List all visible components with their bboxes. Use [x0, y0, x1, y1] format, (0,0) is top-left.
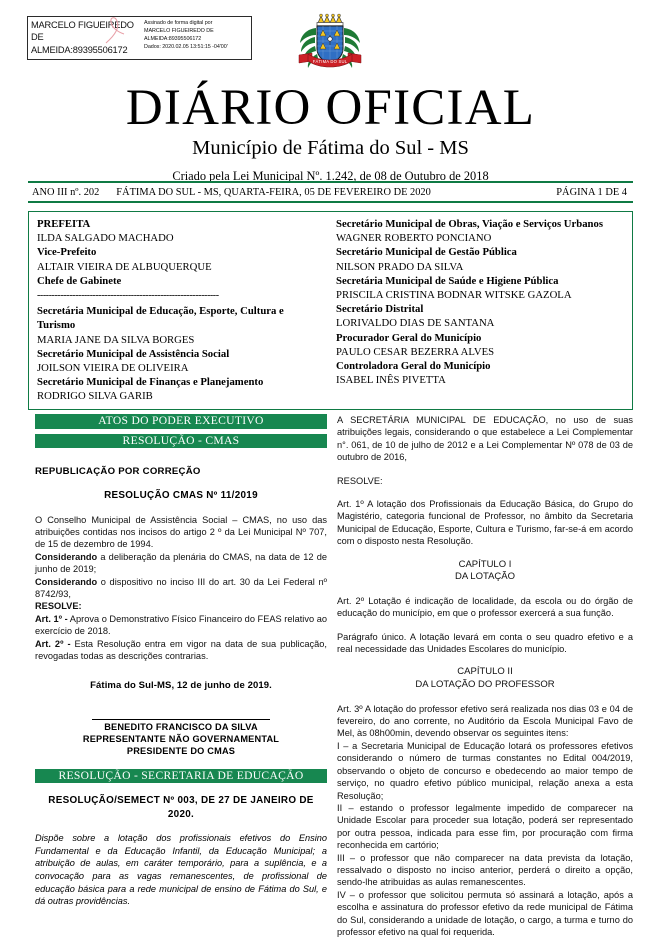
- officials-column-right: [327, 212, 632, 409]
- officials-separator: --------------------------------------------------------------: [37, 290, 219, 302]
- semec-intro: A SECRETÁRIA MUNICIPAL DE EDUCAÇÃO, no uso de suas atribuições legais, considerando o que estabelece a Lei Complementar n°. 061, de 10 de julho de 2012 e a Lei Complementar Nº 078 de 03 de outubro de 2016,: [337, 415, 633, 463]
- art-label: Art. 2º -: [35, 638, 71, 649]
- art-text: Aprova o Demonstrativo Físico Financeiro do FEAS relativo ao exercício de 2018.: [35, 613, 327, 637]
- edition-page-number: PÁGINA 1 DE 4: [556, 186, 627, 198]
- signature-subject: [28, 17, 140, 59]
- semec-resolution-title: RESOLUÇÃO/SEMECT Nº 003, DE 27 DE JANEIRO DE 2020.: [48, 795, 314, 820]
- official-role: Secretário Distrital: [336, 303, 424, 316]
- cmas-body: [35, 514, 327, 663]
- considerando-label: Considerando: [35, 576, 98, 587]
- official-name: PRISCILA CRISTINA BODNAR WITSKE GAZOLA: [336, 289, 572, 302]
- semec-item-4: IV – o professor que solicitou permuta só assinará a lotação, após a escolha e assinatura do professor efetivo da rede municipal de Fátima do Sul, considerando a unidade de lotação, o cargo, a turma e turno do professor efetivo na qual foi requerida.: [337, 889, 633, 937]
- banner-atos-poder-executivo: ATOS DO PODER EXECUTIVO: [35, 414, 327, 429]
- official-name: MARIA JANE DA SILVA BORGES: [37, 333, 195, 346]
- signer-role-2: PRESIDENTE DO CMAS: [126, 745, 236, 756]
- considerando-text: a deliberação da plenária do CMAS, na data de 12 de junho de 2019;: [35, 551, 327, 575]
- semec-art-2: Art. 2º Lotação é indicação de localidade, da escola ou do órgão de educação do município, em que o professor exercerá a sua função.: [337, 595, 633, 619]
- cmas-paragraph-1: O Conselho Municipal de Assistência Social – CMAS, no uso das atribuições contidas nos incisos do artigo 2 º da Lei Municipal Nº 707, de 15 de dezembro de 1994.: [35, 514, 327, 550]
- cmas-art-1: [35, 613, 327, 638]
- edition-place-date: FÁTIMA DO SUL - MS, QUARTA-FEIRA, 05 DE FEVEREIRO DE 2020: [116, 186, 431, 198]
- official-role: Controladora Geral do Município: [336, 360, 491, 373]
- masthead: [0, 82, 661, 184]
- semec-art-1: Art. 1º A lotação dos Profissionais da Educação Básica, do Grupo do Magistério, categoria funcional de Professor, no âmbito da Secretaria Municipal de Educação, Esporte, Cultura e Turismo, far-se-á em acordo com o disposto nesta Resolução.: [337, 499, 633, 547]
- official-role: Secretário Municipal de Assistência Social: [37, 347, 230, 360]
- art-text: Esta Resolução entra em vigor na data de sua publicação, revogadas todas as descrições contrarias.: [35, 638, 327, 661]
- considerando-text: o dispositivo no inciso III do art. 30 da Lei Federal nº 8742/93,: [35, 576, 327, 599]
- edition-bar: [28, 181, 633, 203]
- page-title: DIÁRIO OFICIAL: [125, 80, 536, 136]
- chapter-1-number: CAPÍTULO I: [458, 558, 512, 570]
- signature-detail-line-2: MARCELO FIGUEIREDO DE: [144, 27, 214, 34]
- officials-box: [28, 211, 633, 410]
- official-role: Secretária Municipal de Educação, Esporte, Cultura e Turismo: [37, 305, 284, 332]
- cmas-resolve-label: RESOLVE:: [35, 601, 82, 612]
- semec-preamble: Dispõe sobre a lotação dos profissionais efetivos do Ensino Fundamental e da Educação Infantil, da Educação Municipal; a atribuição de aulas, em caráter temporário, para a suplência, e a convocação para as vagas remanescentes, de profissional de educação básica para a rede municipal de ensino de Fátima do Sul, e dá outras providências.: [35, 833, 327, 907]
- masthead-law-line: Criado pela Lei Municipal Nº. 1.242, de 08 de Outubro de 2018: [172, 169, 489, 183]
- svg-text:FÁTIMA DO SUL: FÁTIMA DO SUL: [312, 59, 348, 65]
- semec-item-2: II – estando o professor legalmente impedido de comparecer na Unidade Escolar para proceder sua lotação, poderá ser representado por outra pessoa, indicada para esse fim, por procuração com firma reconhecida em cartório;: [337, 802, 633, 851]
- cmas-art-2: [35, 638, 327, 663]
- signature-detail-line-1: Assinado de forma digital por: [144, 20, 213, 26]
- official-name: PAULO CESAR BEZERRA ALVES: [336, 345, 495, 358]
- official-role: Secretário Municipal de Obras, Viação e Serviços Urbanos: [336, 218, 603, 230]
- semec-body: [337, 414, 633, 938]
- cmas-considerando-1: [35, 551, 327, 576]
- signer-name: BENEDITO FRANCISCO DA SILVA: [104, 722, 258, 733]
- cmas-signature-block: [35, 722, 327, 757]
- official-name: JOILSON VIEIRA DE OLIVEIRA: [37, 362, 189, 375]
- republicacao-heading: REPUBLICAÇÃO POR CORREÇÃO: [35, 466, 201, 477]
- official-name: ALTAIR VIEIRA DE ALBUQUERQUE: [37, 260, 212, 273]
- content-column-right: [337, 414, 633, 938]
- edition-year-number: ANO III nº. 202: [32, 186, 100, 198]
- signature-detail-line-4: Dados: 2020.02.05 13:51:15 -04'00': [144, 43, 228, 50]
- signer-role-1: REPRESENTANTE NÃO GOVERNAMENTAL: [82, 734, 280, 745]
- official-name: ISABEL INÊS PIVETTA: [336, 374, 446, 387]
- signature-rule: [92, 719, 270, 720]
- official-role: Secretário Municipal de Finanças e Planejamento: [37, 376, 264, 389]
- official-role: PREFEITA: [37, 218, 91, 230]
- art-label: Art. 1º -: [35, 613, 68, 624]
- signature-subject-line-2: DE: [31, 32, 44, 43]
- official-name: ILDA SALGADO MACHADO: [37, 232, 174, 245]
- official-role: Vice-Prefeito: [37, 246, 97, 259]
- cmas-date-line: Fátima do Sul-MS, 12 de junho de 2019.: [90, 680, 272, 692]
- official-role: Procurador Geral do Município: [336, 331, 482, 344]
- cmas-resolution-title: RESOLUÇÃO CMAS Nº 11/2019: [104, 490, 258, 501]
- considerando-label: Considerando: [35, 551, 98, 562]
- chapter-1-name: DA LOTAÇÃO: [454, 571, 515, 583]
- official-name: NILSON PRADO DA SILVA: [336, 260, 464, 273]
- semec-art-3: Art. 3º A lotação do professor efetivo será realizada nos dias 03 e 04 de fevereiro, do ano corrente, no Auditório da Escola Municipal Favo de Mel, às 08h00min, devendo observar os seguintes itens:: [337, 703, 633, 739]
- signature-details: [140, 17, 251, 59]
- official-role: Secretária Municipal de Saúde e Higiene Pública: [336, 274, 559, 287]
- cmas-considerando-2: [35, 576, 327, 601]
- official-role: Secretário Municipal de Gestão Pública: [336, 246, 517, 259]
- signature-subject-line-3: ALMEIDA:89395506172: [31, 44, 128, 55]
- chapter-2-name: DA LOTAÇÃO DO PROFESSOR: [415, 679, 555, 691]
- official-name: RODRIGO SILVA GARIB: [37, 390, 153, 403]
- masthead-subtitle: Município de Fátima do Sul - MS: [192, 137, 469, 159]
- content-column-left: [35, 414, 327, 908]
- signature-subject-line-1: MARCELO FIGUEIREDO: [31, 20, 134, 30]
- semec-item-1: I – a Secretaria Municipal de Educação lotará os professores efetivos considerando o número de turmas constantes no Edital 004/2019, observando o objeto de concurso e obedecendo ao maior tempo de serviço, no quadro efetivo público municipal, relação anexa a esta Resolução;: [337, 740, 633, 801]
- official-name: LORIVALDO DIAS DE SANTANA: [336, 317, 495, 330]
- officials-column-left: [29, 212, 327, 409]
- semec-item-3: III – o professor que não comparecer na data prevista da lotação, ressalvado o disposto no inciso anterior, perderá o direito a opção, sendo-lhe atribuidas as aulas remanescentes.: [337, 852, 633, 888]
- coat-of-arms-emblem: [294, 11, 366, 73]
- banner-resolucao-secretaria-educacao: RESOLUÇÃO - SECRETARIA DE EDUCAÇÃO: [35, 769, 327, 784]
- chapter-2-number: CAPÍTULO II: [457, 666, 513, 678]
- official-role: Chefe de Gabinete: [37, 274, 122, 287]
- semec-resolve-label: RESOLVE:: [337, 475, 383, 486]
- official-name: WAGNER ROBERTO PONCIANO: [336, 232, 492, 245]
- signature-detail-line-3: ALMEIDA:89395506172: [144, 35, 202, 42]
- semec-paragrafo-unico: Parágrafo único. A lotação levará em conta o seu quadro efetivo e a real necessidade das Unidades Escolares do município.: [337, 631, 633, 655]
- digital-signature-stamp: [27, 16, 252, 60]
- banner-resolucao-cmas: RESOLUÇÃO - CMAS: [35, 434, 327, 449]
